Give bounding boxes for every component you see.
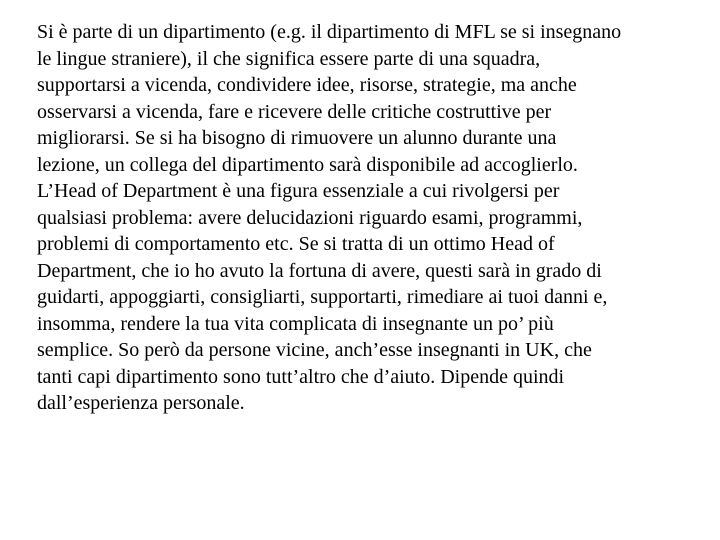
text-line: lezione, un collega del dipartimento sarà disponibile ad accoglierlo.	[37, 153, 578, 176]
text-line: le lingue straniere), il che significa essere parte di una squadra,	[37, 47, 541, 70]
text-line: Si è parte di un dipartimento (e.g. il dipartimento di MFL se si insegnano	[37, 21, 622, 43]
text-line: semplice. So però da persone vicine, anch’esse insegnanti in UK, che	[37, 339, 592, 361]
text-line: L’Head of Department è una figura essenziale a cui rivolgersi per	[37, 180, 560, 202]
text-line: osservarsi a vicenda, fare e ricevere delle critiche costruttive per	[37, 100, 552, 123]
text-line: Department, che io ho avuto la fortuna di avere, questi sarà in grado di	[37, 259, 602, 282]
text-line: problemi di comportamento etc. Se si tratta di un ottimo Head of	[37, 233, 555, 255]
text-line: supportarsi a vicenda, condividere idee, risorse, strategie, ma anche	[37, 74, 577, 96]
text-line: guidarti, appoggiarti, consigliarti, supportarti, rimediare ai tuoi danni e,	[37, 286, 608, 308]
text-line: tanti capi dipartimento sono tutt’altro che d’aiuto. Dipende quindi	[37, 365, 565, 388]
text-line: migliorarsi. Se si ha bisogno di rimuovere un alunno durante una	[37, 127, 557, 149]
text-line: insomma, rendere la tua vita complicata di insegnante un po’ più	[37, 312, 554, 335]
text-line: dall’esperienza personale.	[37, 392, 245, 414]
text-line: qualsiasi problema: avere delucidazioni riguardo esami, programmi,	[37, 206, 583, 229]
body-paragraph	[37, 19, 697, 417]
